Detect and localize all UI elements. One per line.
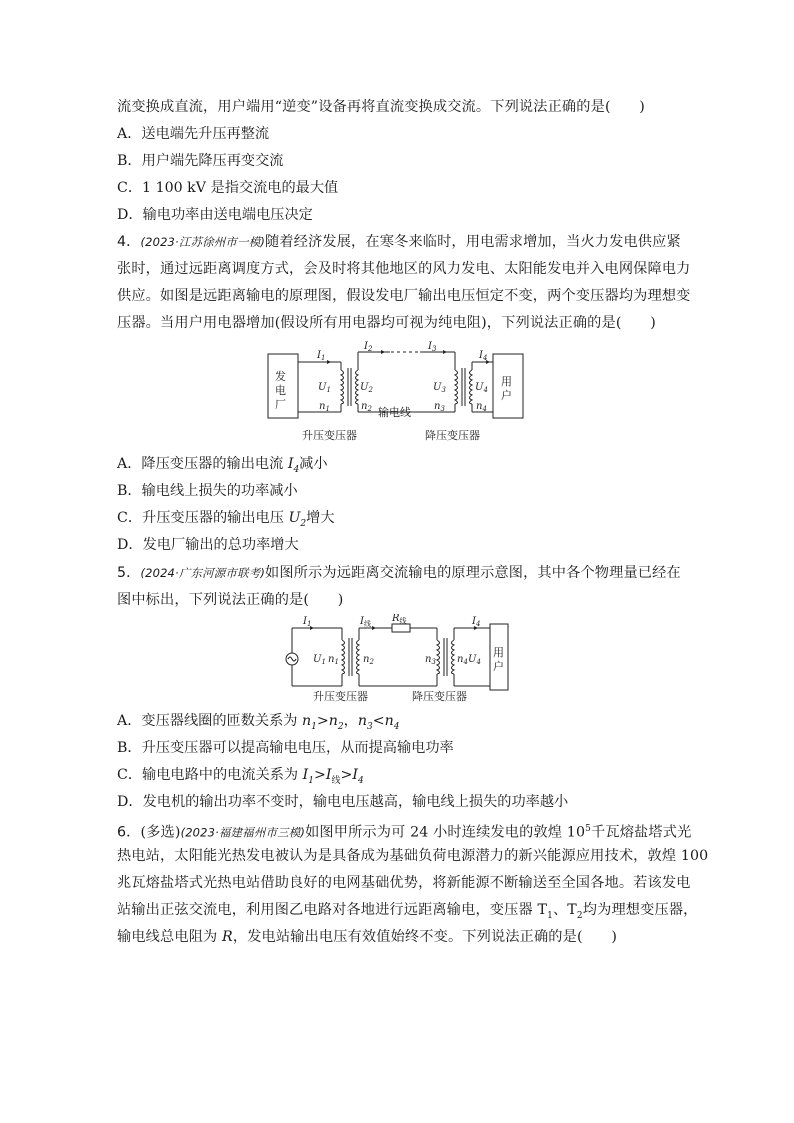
q5-option-a-formula: $n_1>n_2$ [302, 713, 344, 732]
q6-stem-line-3: 兆瓦熔盐塔式光热电站借助良好的电网基础优势，将新能源不断输送至全国各地。若该发电 [117, 875, 691, 891]
q5-source: (2024·广东河源市联考) [140, 566, 266, 580]
q4-step-down-label: 降压变压器 [425, 429, 480, 442]
q4-user-label-1: 用 [501, 375, 512, 388]
q5-option-c-formula: $I_1>I_线>I_4$ [302, 767, 364, 786]
svg-text:U1: $U_1$ [318, 382, 331, 394]
q6-stem-text-b: 千瓦熔盐塔式光 [591, 824, 692, 841]
svg-text:n4: $n_4$ [476, 401, 487, 413]
q6-stem-text-f: 输电线总电阻为 [117, 929, 223, 945]
q5-option-b: B．升压变压器可以提高输电电压，从而提高输电功率 [117, 740, 454, 756]
q5-user-label-1: 用 [493, 646, 504, 659]
q5-option-c-text: C．输电电路中的电流关系为 [117, 767, 303, 783]
svg-text:n1: $n_1$ [328, 654, 339, 666]
svg-text:I4: $I_4$ [479, 350, 488, 362]
q6-number: 6． [117, 824, 141, 841]
q5-circuit-diagram [282, 614, 512, 706]
q5-number: 5． [117, 565, 141, 581]
q4-option-d: D．发电厂输出的总功率增大 [117, 537, 299, 553]
q5-option-a-text: A．变压器线圈的匝数关系为 [117, 713, 303, 729]
q5-stem-line-2: 图中标出，下列说法正确的是( ) [117, 592, 344, 608]
svg-text:I1: $I_1$ [303, 616, 312, 628]
q6-stem-text-c: 站输出正弦交流电，利用图乙电路对各地进行远距离输电，变压器 T [117, 902, 548, 918]
q4-user-label-2: 户 [501, 389, 512, 402]
q4-option-a [117, 454, 687, 480]
svg-text:U4: $U_4$ [468, 654, 481, 666]
q5-option-a [117, 711, 687, 737]
q4-stem-line-3: 供应。如图是远距离输电的原理图，假设发电厂输出电压恒定不变，两个变压器均为理想变 [117, 288, 691, 304]
q6-stem-line-5 [117, 927, 680, 947]
q4-option-a-symbol: $I_4$ [287, 456, 300, 475]
q6-exponent: 5 [585, 824, 592, 834]
svg-text:U3: $U_3$ [433, 382, 446, 394]
q6-source: (2023·福建福州市三模) [180, 825, 306, 840]
q5-option-c [117, 765, 687, 791]
q4-option-b: B．输电线上损失的功率减小 [117, 483, 298, 499]
q4-option-a-tail: 减小 [299, 456, 328, 472]
svg-text:U1: $U_1$ [313, 654, 326, 666]
q6-multi-tag: (多选) [140, 824, 181, 841]
q6-stem-text-e: 均为理想变压器， [582, 902, 698, 918]
q5-user-label-2: 户 [493, 660, 504, 673]
q5-step-down-label: 降压变压器 [412, 690, 467, 703]
svg-text:n1: $n_1$ [319, 401, 330, 413]
svg-text:n3: $n_3$ [425, 654, 436, 666]
q4-option-c-text: C．升压变压器的输出电压 [117, 510, 289, 526]
q5-option-d: D．发电机的输出功率不变时，输电电压越高，输电线上损失的功率越小 [117, 794, 569, 810]
q4-number: 4． [117, 234, 141, 250]
q4-stem-line-4: 压器。当用户用电器增加(假设所有用电器均可视为纯电阻)，下列说法正确的是( ) [117, 315, 656, 331]
q4-plant-label-3: 厂 [275, 398, 286, 411]
svg-text:U2: $U_2$ [360, 382, 373, 394]
svg-text:R线: $R_线$ [392, 614, 407, 625]
q4-option-a-text: A．降压变压器的输出电流 [117, 456, 288, 472]
q3-option-d: D．输电功率由送电端电压决定 [117, 207, 313, 223]
q6-stem-text-a: 如图甲所示为可 24 小时连续发电的敦煌 10 [305, 824, 586, 841]
q5-option-a-sep: ， [343, 713, 358, 729]
q6-stem-text-d: 、T [552, 902, 577, 918]
q4-line-label: 输电线 [378, 406, 411, 419]
q5-stem-line-1 [117, 563, 680, 583]
q3-stem-tail: 流变换成直流，用户端用“逆变”设备再将直流变换成交流。下列说法正确的是( ) [117, 99, 645, 115]
svg-text:n4: $n_4$ [457, 654, 468, 666]
q4-source: (2023·江苏徐州市一模) [140, 235, 266, 249]
q4-plant-label-2: 电 [275, 384, 286, 397]
q4-stem-line-1 [117, 232, 680, 252]
svg-text:U4: $U_4$ [475, 382, 488, 394]
svg-text:n2: $n_2$ [363, 654, 374, 666]
q6-resistance-symbol: R [222, 929, 233, 945]
svg-text:I线: $I_线$ [360, 616, 371, 628]
q6-stem-text-g: ，发电站输出电压有效值始终不变。下列说法正确的是( ) [232, 929, 618, 945]
q4-stem-line-2: 张时，通过远距离调度方式，会及时将其他地区的风力发电、太阳能发电并入电网保障电力 [117, 261, 691, 277]
q3-option-b: B．用户端先降压再变交流 [117, 153, 284, 169]
q6-stem-line-1 [117, 819, 692, 843]
q5-option-a-formula-2: $n_3<n_4$ [357, 713, 400, 732]
svg-text:I1: $I_1$ [317, 350, 326, 362]
q4-plant-label-1: 发 [275, 370, 286, 383]
q4-option-c-symbol: $U_2$ [288, 510, 307, 529]
q3-option-a: A．送电端先升压再整流 [117, 126, 270, 142]
svg-text:n2: $n_2$ [361, 401, 372, 413]
q6-stem-line-4: 站输出正弦交流电，利用图乙电路对各地进行远距离输电，变压器 $T_1$、$T_2$均为理想变压器， [117, 902, 698, 921]
q3-option-c: C．1 100 kV 是指交流电的最大值 [117, 180, 339, 196]
q4-stem-text: 随着经济发展，在寒冬来临时，用电需求增加，当火力发电供应紧 [265, 234, 681, 250]
q6-stem-line-2: 热电站，太阳能光热发电被认为是具备成为基础负荷电源潜力的新兴能源应用技术，敦煌 100 [117, 848, 709, 864]
q4-option-c-tail: 增大 [306, 510, 335, 526]
svg-text:I3: $I_3$ [428, 341, 437, 353]
q4-circuit-diagram [265, 338, 530, 446]
q5-step-up-label: 升压变压器 [313, 690, 368, 703]
q4-option-c [117, 508, 687, 534]
q5-stem-text: 如图所示为远距离交流输电的原理示意图，其中各个物理量已经在 [265, 565, 681, 581]
svg-text:n3: $n_3$ [434, 401, 445, 413]
svg-text:I4: $I_4$ [472, 616, 481, 628]
svg-text:I2: $I_2$ [364, 341, 373, 353]
q4-step-up-label: 升压变压器 [302, 429, 357, 442]
